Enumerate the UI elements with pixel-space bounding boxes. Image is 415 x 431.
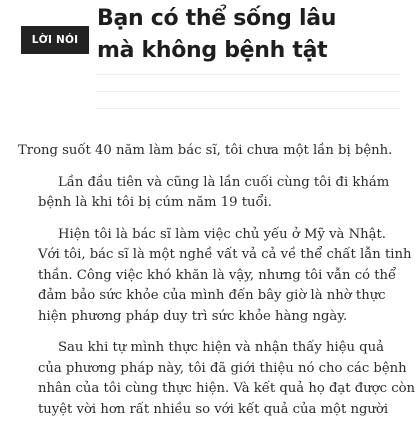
body-text	[18, 141, 415, 431]
text-line: Trong suốt 40 năm làm bác sĩ, tôi chưa một lần bị bệnh.	[18, 143, 393, 158]
text-line: Lần đầu tiên và cũng là lần cuối cùng tôi đi khám	[58, 174, 390, 190]
faint-line	[95, 108, 400, 109]
chapter-title-line: mà không bệnh tật	[97, 38, 328, 63]
paragraph	[18, 141, 393, 162]
chapter-title-line: Bạn có thể sống lâu	[97, 6, 337, 31]
text-line: Với tôi, bác sĩ là một nghề vất vả cả về thể chất lẫn tinh	[38, 247, 412, 262]
faint-line	[95, 91, 400, 92]
chapter-label: LỜI NÓI ĐẦU	[21, 26, 89, 54]
show-through-lines	[95, 74, 400, 134]
text-line: Sau khi tự mình thực hiện và nhận thấy hiệu quả	[58, 340, 384, 355]
faint-line	[95, 74, 400, 75]
paragraph	[18, 338, 415, 420]
text-line: nhân của tôi cùng thực hiện. Và kết quả họ đạt được còn	[38, 381, 415, 396]
chapter-title	[97, 3, 397, 67]
paragraph	[18, 173, 388, 214]
text-line: bệnh là khi tôi bị cúm năm 19 tuổi.	[38, 195, 272, 210]
chapter-header	[0, 0, 400, 120]
paragraph	[18, 225, 412, 328]
text-line: thần. Công việc khó khăn là vậy, nhưng tôi vẫn có thể	[38, 267, 397, 283]
text-line: hiện phương pháp duy trì sức khỏe hàng ngày.	[38, 308, 348, 324]
text-line: Hiện tôi là bác sĩ làm việc chủ yếu ở Mỹ và Nhật.	[58, 226, 386, 242]
text-line: tuyệt vời hơn rất nhiều so với kết quả của một người	[38, 401, 389, 417]
text-line: của phương pháp này, tôi đã giới thiệu nó cho các bệnh	[38, 360, 407, 376]
text-line: đảm bảo sức khỏe của mình đến bây giờ là nhờ thực	[38, 288, 386, 303]
